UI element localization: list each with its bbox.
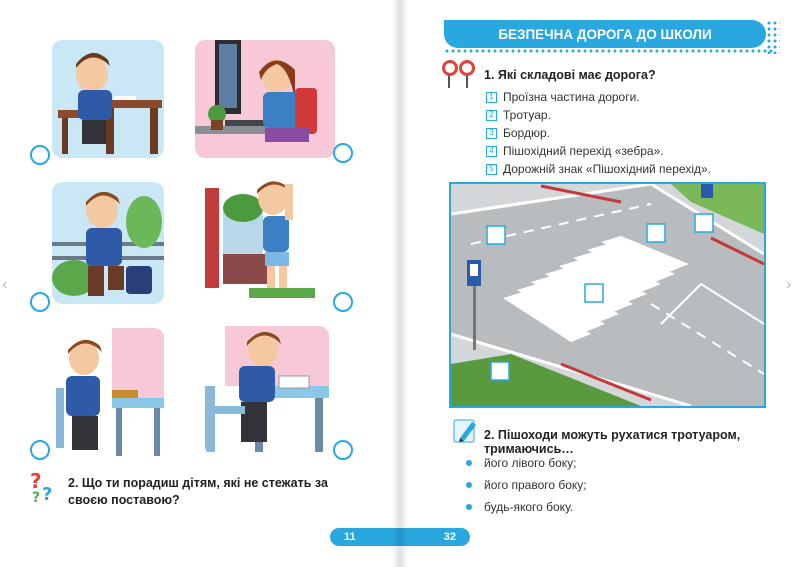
option-text: Тротуар.	[503, 108, 551, 122]
next-page-arrow-icon[interactable]: ›	[786, 276, 792, 293]
boy-carrying-bag-illustration	[52, 182, 164, 304]
answer-text: будь-якого боку.	[484, 500, 574, 514]
option-item	[486, 88, 711, 106]
boy-reading-illustration	[52, 328, 164, 458]
banner-dots-decoration	[444, 48, 774, 54]
section-banner: БЕЗПЕЧНА ДОРОГА ДО ШКОЛИ	[444, 20, 766, 48]
banner-dots-decoration	[766, 20, 780, 54]
option-item	[486, 142, 711, 160]
answer-circle[interactable]	[30, 440, 50, 460]
option-text: Бордюр.	[503, 126, 550, 140]
answer-text: його правого боку;	[484, 478, 587, 492]
question-2-left: 2. Що ти порадиш дітям, які не стежать за своєю поставою?	[68, 476, 328, 507]
svg-text:?: ?	[42, 484, 53, 504]
option-number: 2	[486, 110, 497, 121]
answer-circle[interactable]	[333, 292, 353, 312]
option-item	[486, 160, 711, 178]
answer-circle[interactable]	[333, 143, 353, 163]
option-number: 5	[486, 164, 497, 175]
answer-circle[interactable]	[30, 145, 50, 165]
girl-at-computer-illustration	[195, 40, 335, 158]
bullet-dot	[466, 504, 472, 510]
answer-text: його лівого боку;	[484, 456, 577, 470]
option-item	[486, 106, 711, 124]
question-2-right-title: 2. Пішоходи можуть рухатися тротуаром, тримаючись…	[484, 428, 741, 456]
option-number: 4	[486, 146, 497, 157]
boy-writing-illustration	[205, 326, 329, 456]
bullet-dot	[466, 460, 472, 466]
road-illustration	[449, 182, 766, 408]
road-signs-icon	[442, 58, 476, 93]
svg-text:?: ?	[30, 469, 42, 493]
option-item	[486, 124, 711, 142]
options-list	[486, 88, 711, 178]
answer-item[interactable]	[466, 496, 587, 518]
answer-item[interactable]	[466, 452, 587, 474]
option-text: Пішохідний перехід «зебра».	[503, 144, 664, 158]
question-1-title: 1. Які складові має дорога?	[484, 68, 656, 82]
prev-page-arrow-icon[interactable]: ‹	[2, 276, 8, 293]
answer-item[interactable]	[466, 474, 587, 496]
answers-list	[466, 452, 587, 518]
page-number-right: 32	[400, 528, 470, 546]
question-marks-icon	[30, 468, 62, 509]
bullet-dot	[466, 482, 472, 488]
option-number: 1	[486, 92, 497, 103]
page-number-left: 11	[330, 528, 400, 546]
boy-at-desk-illustration	[52, 40, 164, 158]
pencil-icon	[452, 418, 478, 449]
option-number: 3	[486, 128, 497, 139]
svg-text:?: ?	[32, 490, 41, 504]
option-text: Проїзна частина дороги.	[503, 90, 640, 104]
option-text: Дорожній знак «Пішохідний перехід».	[503, 162, 711, 176]
answer-circle[interactable]	[333, 440, 353, 460]
boy-stretching-illustration	[205, 178, 329, 306]
answer-circle[interactable]	[30, 292, 50, 312]
